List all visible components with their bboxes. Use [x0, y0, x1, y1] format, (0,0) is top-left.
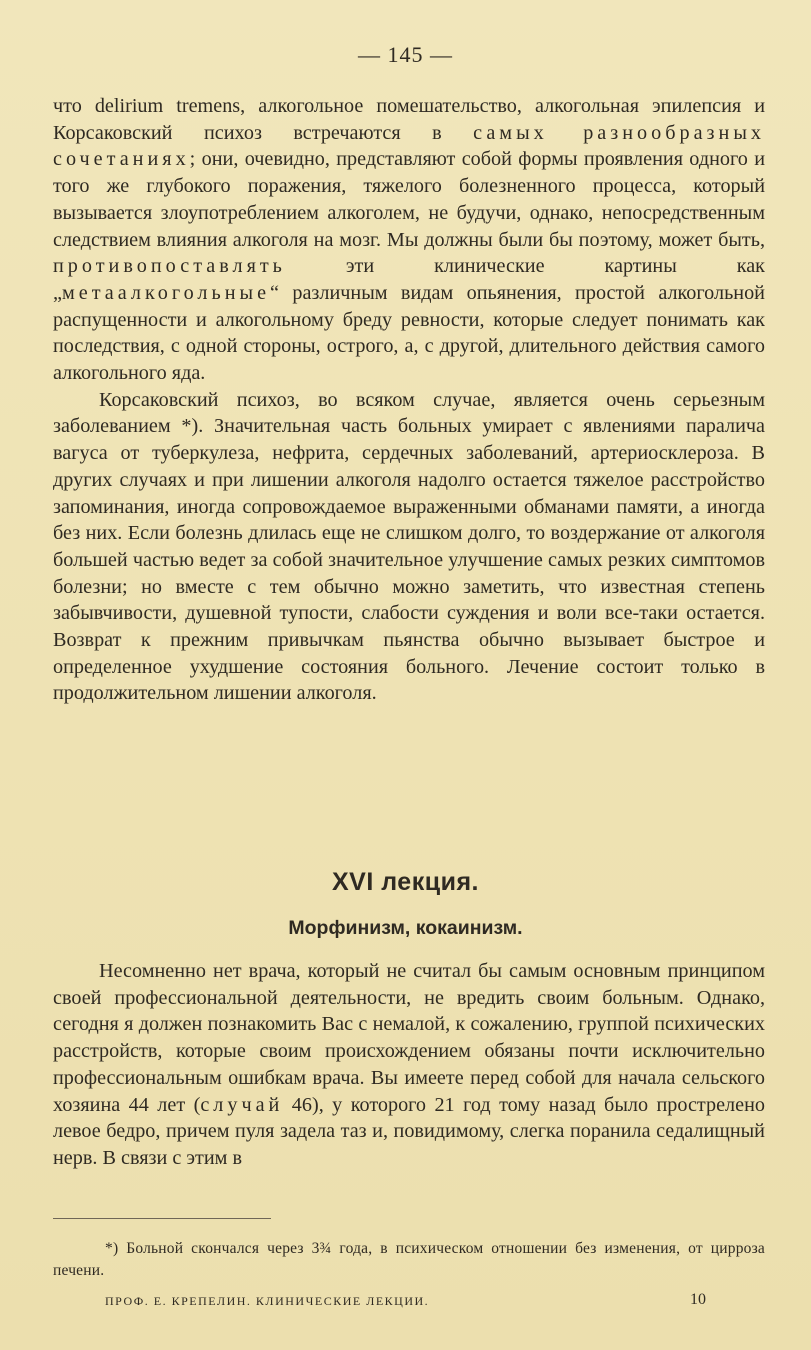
text-run: ; они, очевидно, представляют собой формы проявления одного и того же глубокого поражения, тяжелого болезненного процесса, который вызывается злоупотреблением алкоголем, не будучи, однако, непосредственным следствием влияния алкоголя на мозг. Мы должны были бы поэтому, может быть,: [53, 148, 765, 251]
paragraph: [53, 93, 765, 387]
text-run: эти клинические картины как „: [53, 255, 765, 304]
continued-text: [53, 93, 765, 707]
spaced-emphasis: метаалкогольные: [61, 281, 271, 304]
footnote: [53, 1238, 765, 1282]
signature-mark: 10: [690, 1291, 706, 1308]
text-run: что delirium tremens, алкогольное помешательство, алкогольная эпилепсия и Корсаковский психоз встречаются в: [53, 95, 765, 144]
spaced-emphasis: самых разнообразных сочетаниях: [53, 121, 765, 171]
text-run: 46), у которого 21 год тому назад было прострелено левое бедро, причем пуля задела таз и, повидимому, слегка поранила седалищный нерв. В связи с этим в: [53, 1093, 765, 1169]
footnote-divider: [53, 1218, 271, 1219]
text-run: “ различным видам опьянения, простой алкогольной распущенности и алкогольному бреду ревности, которые следует понимать как последствия, с одной стороны, острого, а, с другой, длительного действия самого алкогольного яда.: [53, 281, 765, 385]
running-title: ПРОФ. Е. КРЕПЕЛИН. КЛИНИЧЕСКИЕ ЛЕКЦИИ.: [105, 1294, 430, 1308]
spaced-emphasis: противопоставлять: [53, 255, 286, 278]
paragraph: [53, 958, 765, 1172]
paragraph: Корсаковский психоз, во всяком случае, является очень серьезным заболеванием *). Значительная часть больных умирает с явлениями паралича вагуса от туберкулеза, нефрита, сердечных заболеваний, артериосклероза. В других случаях и при лишении алкоголя надолго остается тяжелое расстройство запоминания, иногда сопровождаемое выраженными обманами памяти, а иногда без них. Если болезнь длилась еще не слишком долго, то воздержание от алкоголя большей частью ведет за собой значительное улучшение самых резких симптомов болезни; но вместе с тем обычно можно заметить, что известная степень забывчивости, душевной тупости, слабости суждения и воли все-таки остается. Возврат к прежним привычкам пьянства обычно вызывает быстрое и определенное ухудшение состояния больного. Лечение состоит только в продолжительном лишении алкоголя.: [53, 388, 765, 705]
footnote-text: *) Больной скончался через 3¾ года, в психическом отношении без изменения, от цирроза печени.: [53, 1240, 765, 1279]
text-run: Несомненно нет врача, который не считал бы самым основным принципом своей профессиональной деятельности, не вредить своим больным. Однако, сегодня я должен познакомить Вас с немалой, к сожалению, группой психических расстройств, которые своим происхождением обязаны почти исключительно профессиональным ошибкам врача. Вы имеете перед собой для начала сельского хозяина 44 лет (: [53, 960, 765, 1116]
lecture-title: XVI лекция.: [332, 868, 479, 896]
spaced-emphasis: случай: [200, 1093, 284, 1116]
page-number: — 145 —: [358, 42, 453, 67]
lecture-subtitle: Морфинизм, кокаинизм.: [288, 917, 523, 939]
lecture-text: [53, 958, 765, 1172]
